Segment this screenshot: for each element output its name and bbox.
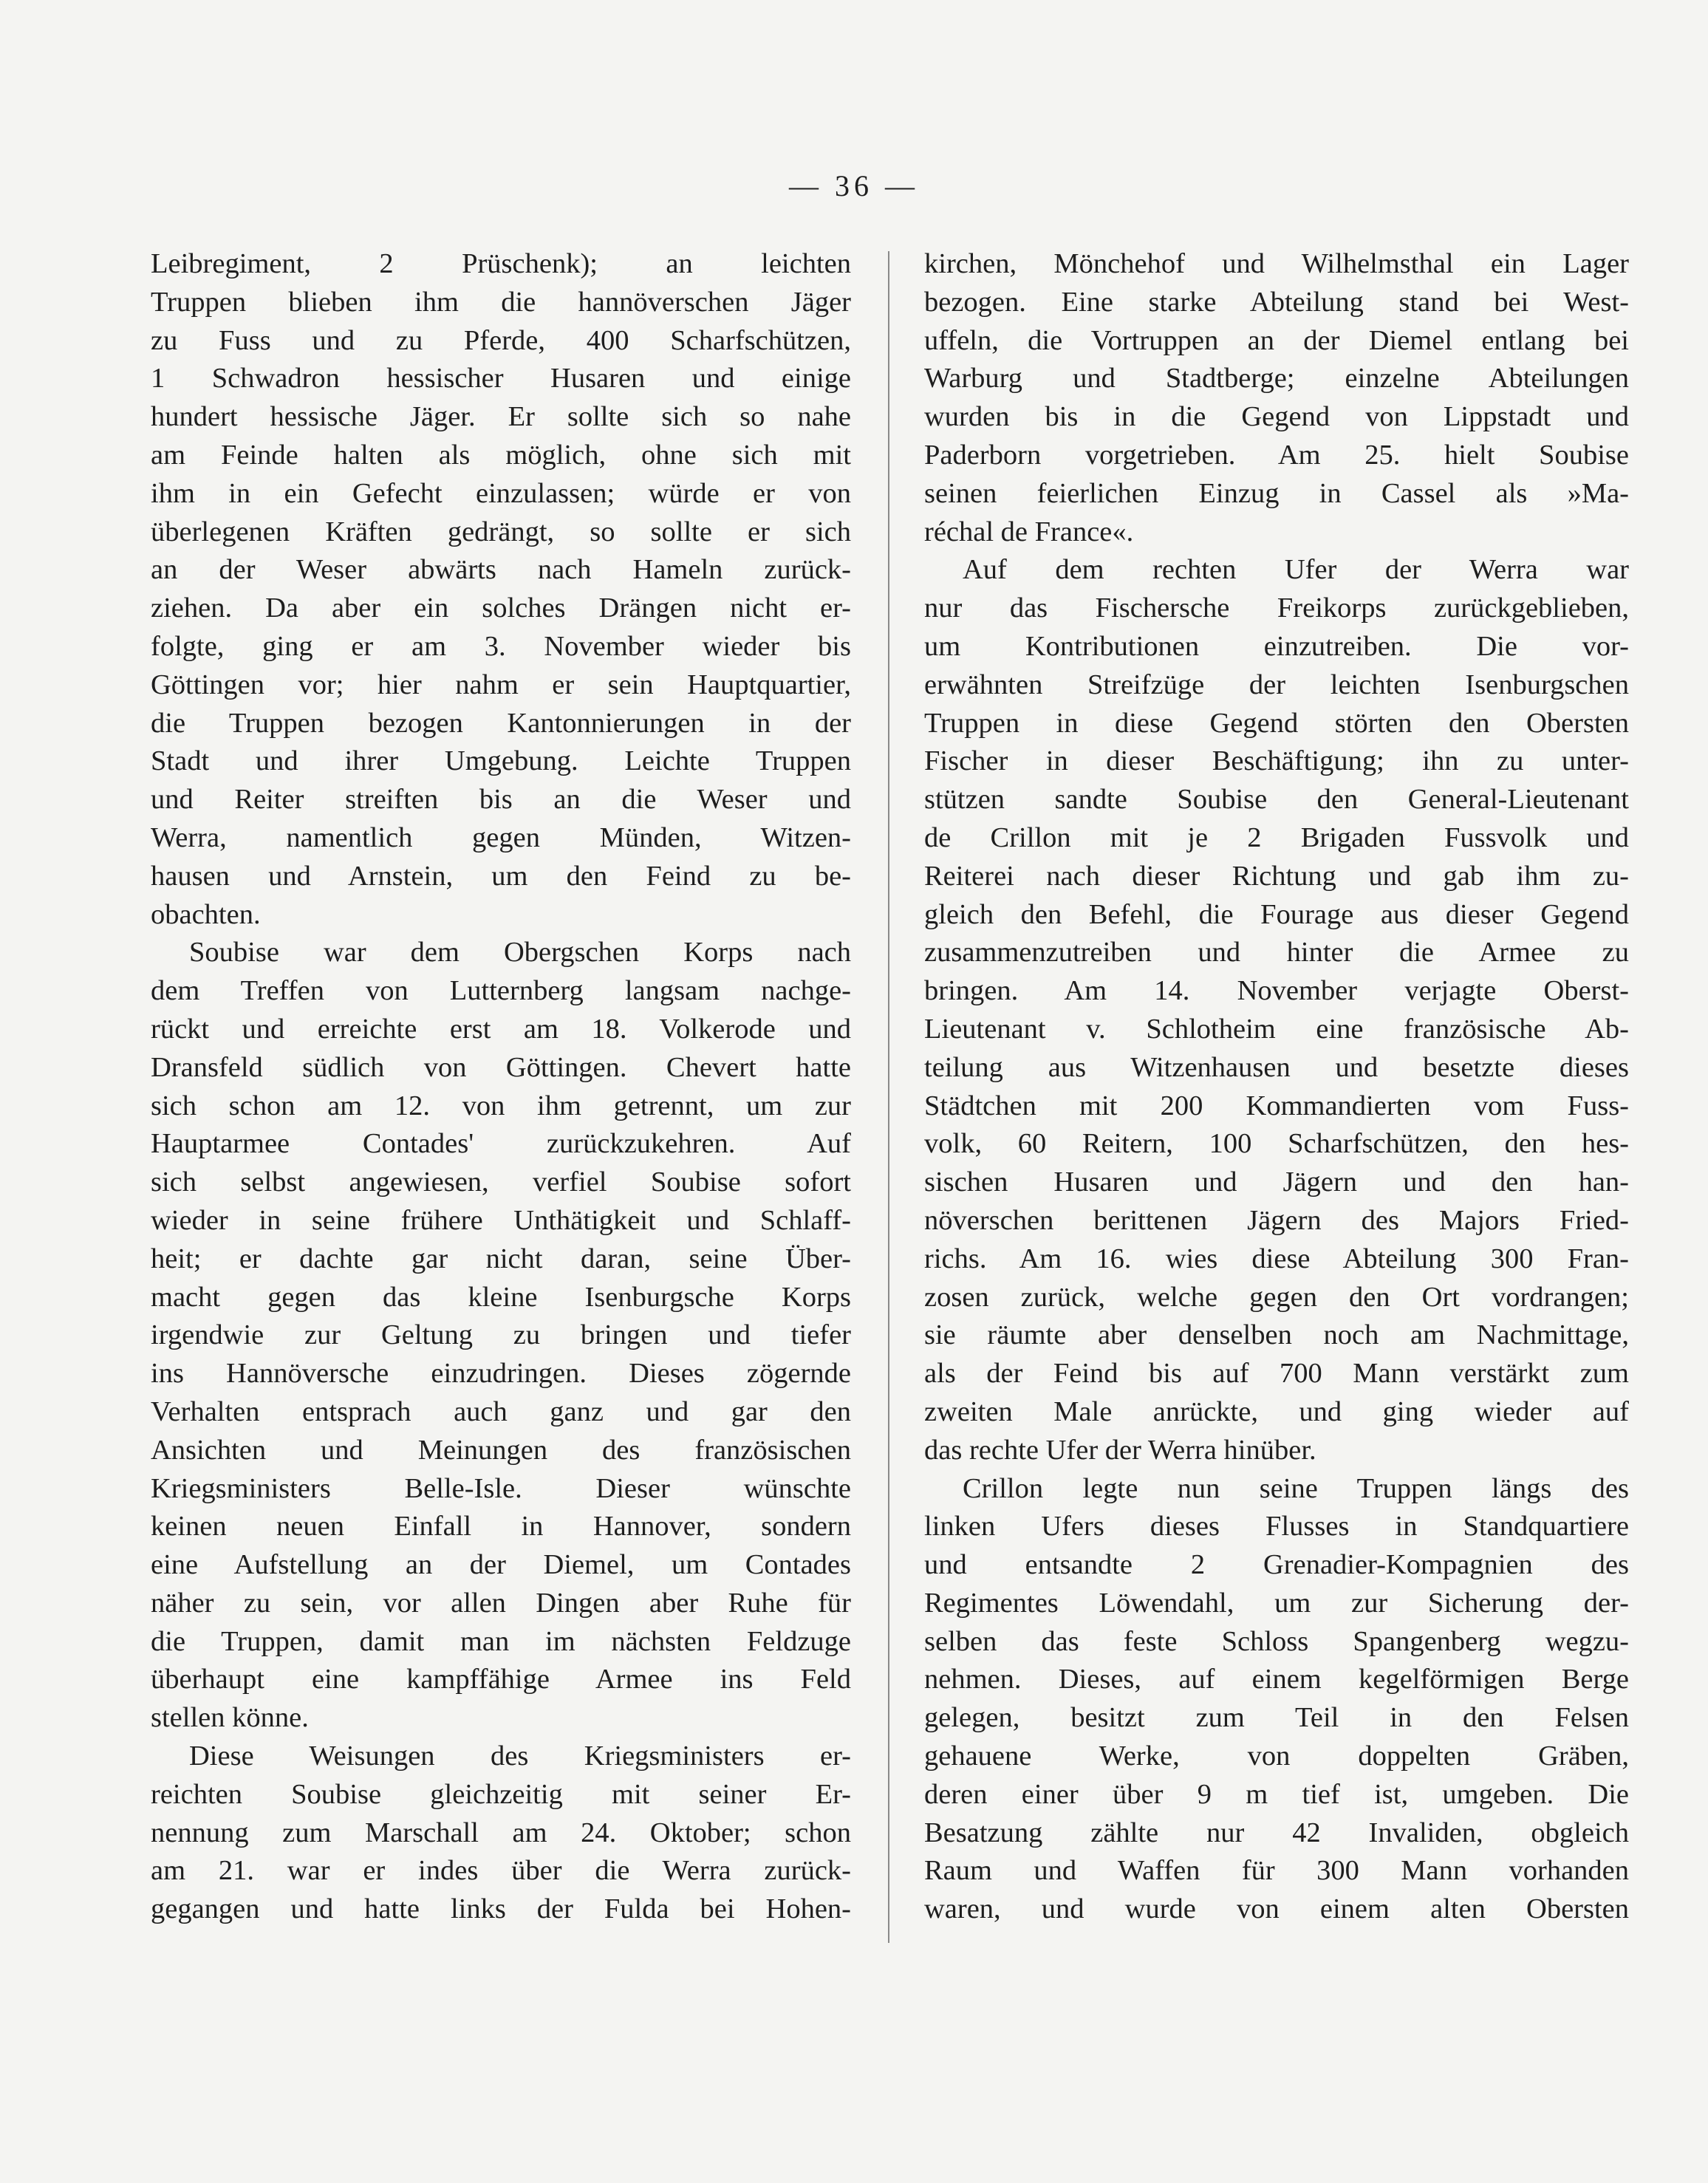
text-line: teilung aus Witzenhausen und besetzte dieses [924, 1051, 1629, 1083]
right-text-column [924, 245, 1629, 1929]
text-line: Auf dem rechten Ufer der Werra war [963, 554, 1629, 586]
text-line: Besatzung zählte nur 42 Invaliden, obgleich [924, 1817, 1629, 1848]
text-line: erwähnten Streifzüge der leichten Isenburgschen [924, 669, 1629, 700]
text-line: Regimentes Löwendahl, um zur Sicherung der- [924, 1587, 1629, 1619]
text-line: nennung zum Marschall am 24. Oktober; schon [151, 1817, 851, 1848]
text-line: sie räumte aber denselben noch am Nachmittage, [924, 1319, 1629, 1351]
text-line: sischen Husaren und Jägern und den han- [924, 1166, 1629, 1198]
text-line: 1 Schwadron hessischer Husaren und einige [151, 363, 851, 394]
text-line: Truppen in diese Gegend störten den Obersten [924, 707, 1629, 739]
text-line: obachten. [151, 898, 261, 930]
text-line: als der Feind bis auf 700 Mann verstärkt zum [924, 1358, 1629, 1390]
text-line: deren einer über 9 m tief ist, umgeben. Die [924, 1778, 1629, 1810]
text-line: nur das Fischersche Freikorps zurückgeblieben, [924, 592, 1629, 624]
text-line: hundert hessische Jäger. Er sollte sich so nahe [151, 401, 851, 433]
text-line: wieder in seine frühere Unthätigkeit und Schlaff- [151, 1204, 851, 1236]
column-divider [888, 251, 889, 1943]
text-line: sich schon am 12. von ihm getrennt, um zur [151, 1090, 851, 1121]
text-line: linken Ufers dieses Flusses in Standquartiere [924, 1511, 1629, 1543]
text-line: dem Treffen von Lutternberg langsam nachge- [151, 975, 851, 1007]
text-line: ins Hannöversche einzudringen. Dieses zögernde [151, 1358, 851, 1390]
text-line: macht gegen das kleine Isenburgsche Korps [151, 1281, 851, 1313]
text-line: Leibregiment, 2 Prüschenk); an leichten [151, 248, 851, 279]
text-line: rückt und erreichte erst am 18. Volkerode und [151, 1013, 851, 1045]
text-line: Städtchen mit 200 Kommandierten vom Fuss- [924, 1090, 1629, 1121]
text-line: Raum und Waffen für 300 Mann vorhanden [924, 1855, 1629, 1887]
page-number: — 36 — [789, 169, 919, 202]
text-line: und entsandte 2 Grenadier-Kompagnien des [924, 1549, 1629, 1581]
text-line: keinen neuen Einfall in Hannover, sondern [151, 1511, 851, 1543]
text-line: Lieutenant v. Schlotheim eine französische Ab- [924, 1013, 1629, 1045]
text-line: am Feinde halten als möglich, ohne sich mit [151, 439, 851, 471]
text-line: de Crillon mit je 2 Brigaden Fussvolk und [924, 821, 1629, 853]
text-line: Göttingen vor; hier nahm er sein Hauptquartier, [151, 669, 851, 700]
text-line: am 21. war er indes über die Werra zurück- [151, 1855, 851, 1887]
text-line: seinen feierlichen Einzug in Cassel als »Ma- [924, 477, 1629, 509]
text-line: kirchen, Mönchehof und Wilhelmsthal ein Lager [924, 248, 1629, 279]
text-line: Hauptarmee Contades' zurückzukehren. Auf [151, 1128, 851, 1160]
text-line: Reiterei nach dieser Richtung und gab ihm zu- [924, 860, 1629, 892]
text-line: überhaupt eine kampffähige Armee ins Feld [151, 1664, 851, 1695]
text-line: und Reiter streiften bis an die Weser und [151, 784, 851, 816]
text-line: nehmen. Dieses, auf einem kegelförmigen Berge [924, 1664, 1629, 1695]
text-line: an der Weser abwärts nach Hameln zurück- [151, 554, 851, 586]
text-line: irgendwie zur Geltung zu bringen und tiefer [151, 1319, 851, 1351]
left-text-column [151, 245, 851, 1929]
text-line: eine Aufstellung an der Diemel, um Contades [151, 1549, 851, 1581]
text-line: stützen sandte Soubise den General-Lieutenant [924, 784, 1629, 816]
text-line: wurden bis in die Gegend von Lippstadt und [924, 401, 1629, 433]
text-line: Warburg und Stadtberge; einzelne Abteilungen [924, 363, 1629, 394]
text-line: zosen zurück, welche gegen den Ort vordrangen; [924, 1281, 1629, 1313]
text-line: die Truppen, damit man im nächsten Feldzuge [151, 1625, 851, 1657]
text-line: zusammenzutreiben und hinter die Armee zu [924, 937, 1629, 968]
text-line: Stadt und ihrer Umgebung. Leichte Truppen [151, 745, 851, 777]
text-line: ihm in ein Gefecht einzulassen; würde er von [151, 477, 851, 509]
text-line: gleich den Befehl, die Fourage aus dieser Gegend [924, 898, 1629, 930]
text-line: Crillon legte nun seine Truppen längs des [963, 1472, 1629, 1504]
text-line: um Kontributionen einzutreiben. Die vor- [924, 630, 1629, 662]
text-line: überlegenen Kräften gedrängt, so sollte er sich [151, 516, 851, 547]
text-line: heit; er dachte gar nicht daran, seine Über- [151, 1243, 851, 1274]
text-line: näher zu sein, vor allen Dingen aber Ruhe für [151, 1587, 851, 1619]
text-line: Dransfeld südlich von Göttingen. Chevert hatte [151, 1051, 851, 1083]
text-line: selben das feste Schloss Spangenberg wegzu- [924, 1625, 1629, 1657]
text-line: volk, 60 Reitern, 100 Scharfschützen, den hes- [924, 1128, 1629, 1160]
text-line: Soubise war dem Obergschen Korps nach [189, 937, 851, 968]
text-line: gehauene Werke, von doppelten Gräben, [924, 1740, 1629, 1772]
text-line: sich selbst angewiesen, verfiel Soubise sofort [151, 1166, 851, 1198]
text-line: hausen und Arnstein, um den Feind zu be- [151, 860, 851, 892]
text-line: Werra, namentlich gegen Münden, Witzen- [151, 821, 851, 853]
text-line: Fischer in dieser Beschäftigung; ihn zu unter- [924, 745, 1629, 777]
text-line: folgte, ging er am 3. November wieder bis [151, 630, 851, 662]
text-line: bringen. Am 14. November verjagte Oberst- [924, 975, 1629, 1007]
text-line: réchal de France«. [924, 516, 1134, 547]
text-line: Kriegsministers Belle-Isle. Dieser wünschte [151, 1472, 851, 1504]
text-line: Paderborn vorgetrieben. Am 25. hielt Soubise [924, 439, 1629, 471]
text-line: Truppen blieben ihm die hannöverschen Jäger [151, 286, 851, 318]
text-line: növerschen berittenen Jägern des Majors Fried- [924, 1204, 1629, 1236]
text-line: das rechte Ufer der Werra hinüber. [924, 1434, 1316, 1466]
text-line: Ansichten und Meinungen des französischen [151, 1434, 851, 1466]
text-line: gegangen und hatte links der Fulda bei Hohen- [151, 1893, 851, 1925]
text-line: bezogen. Eine starke Abteilung stand bei West- [924, 286, 1629, 318]
text-line: uffeln, die Vortruppen an der Diemel entlang bei [924, 324, 1629, 356]
text-line: waren, und wurde von einem alten Obersten [924, 1893, 1629, 1925]
text-line: richs. Am 16. wies diese Abteilung 300 Fran- [924, 1243, 1629, 1274]
text-line: ziehen. Da aber ein solches Drängen nicht er- [151, 592, 851, 624]
text-line: Diese Weisungen des Kriegsministers er- [189, 1740, 851, 1772]
text-line: reichten Soubise gleichzeitig mit seiner Er- [151, 1778, 851, 1810]
text-line: stellen könne. [151, 1702, 309, 1734]
text-line: Verhalten entsprach auch ganz und gar den [151, 1395, 851, 1427]
text-line: zu Fuss und zu Pferde, 400 Scharfschützen, [151, 324, 851, 356]
text-line: die Truppen bezogen Kantonnierungen in der [151, 707, 851, 739]
text-line: gelegen, besitzt zum Teil in den Felsen [924, 1702, 1629, 1734]
text-line: zweiten Male anrückte, und ging wieder auf [924, 1395, 1629, 1427]
